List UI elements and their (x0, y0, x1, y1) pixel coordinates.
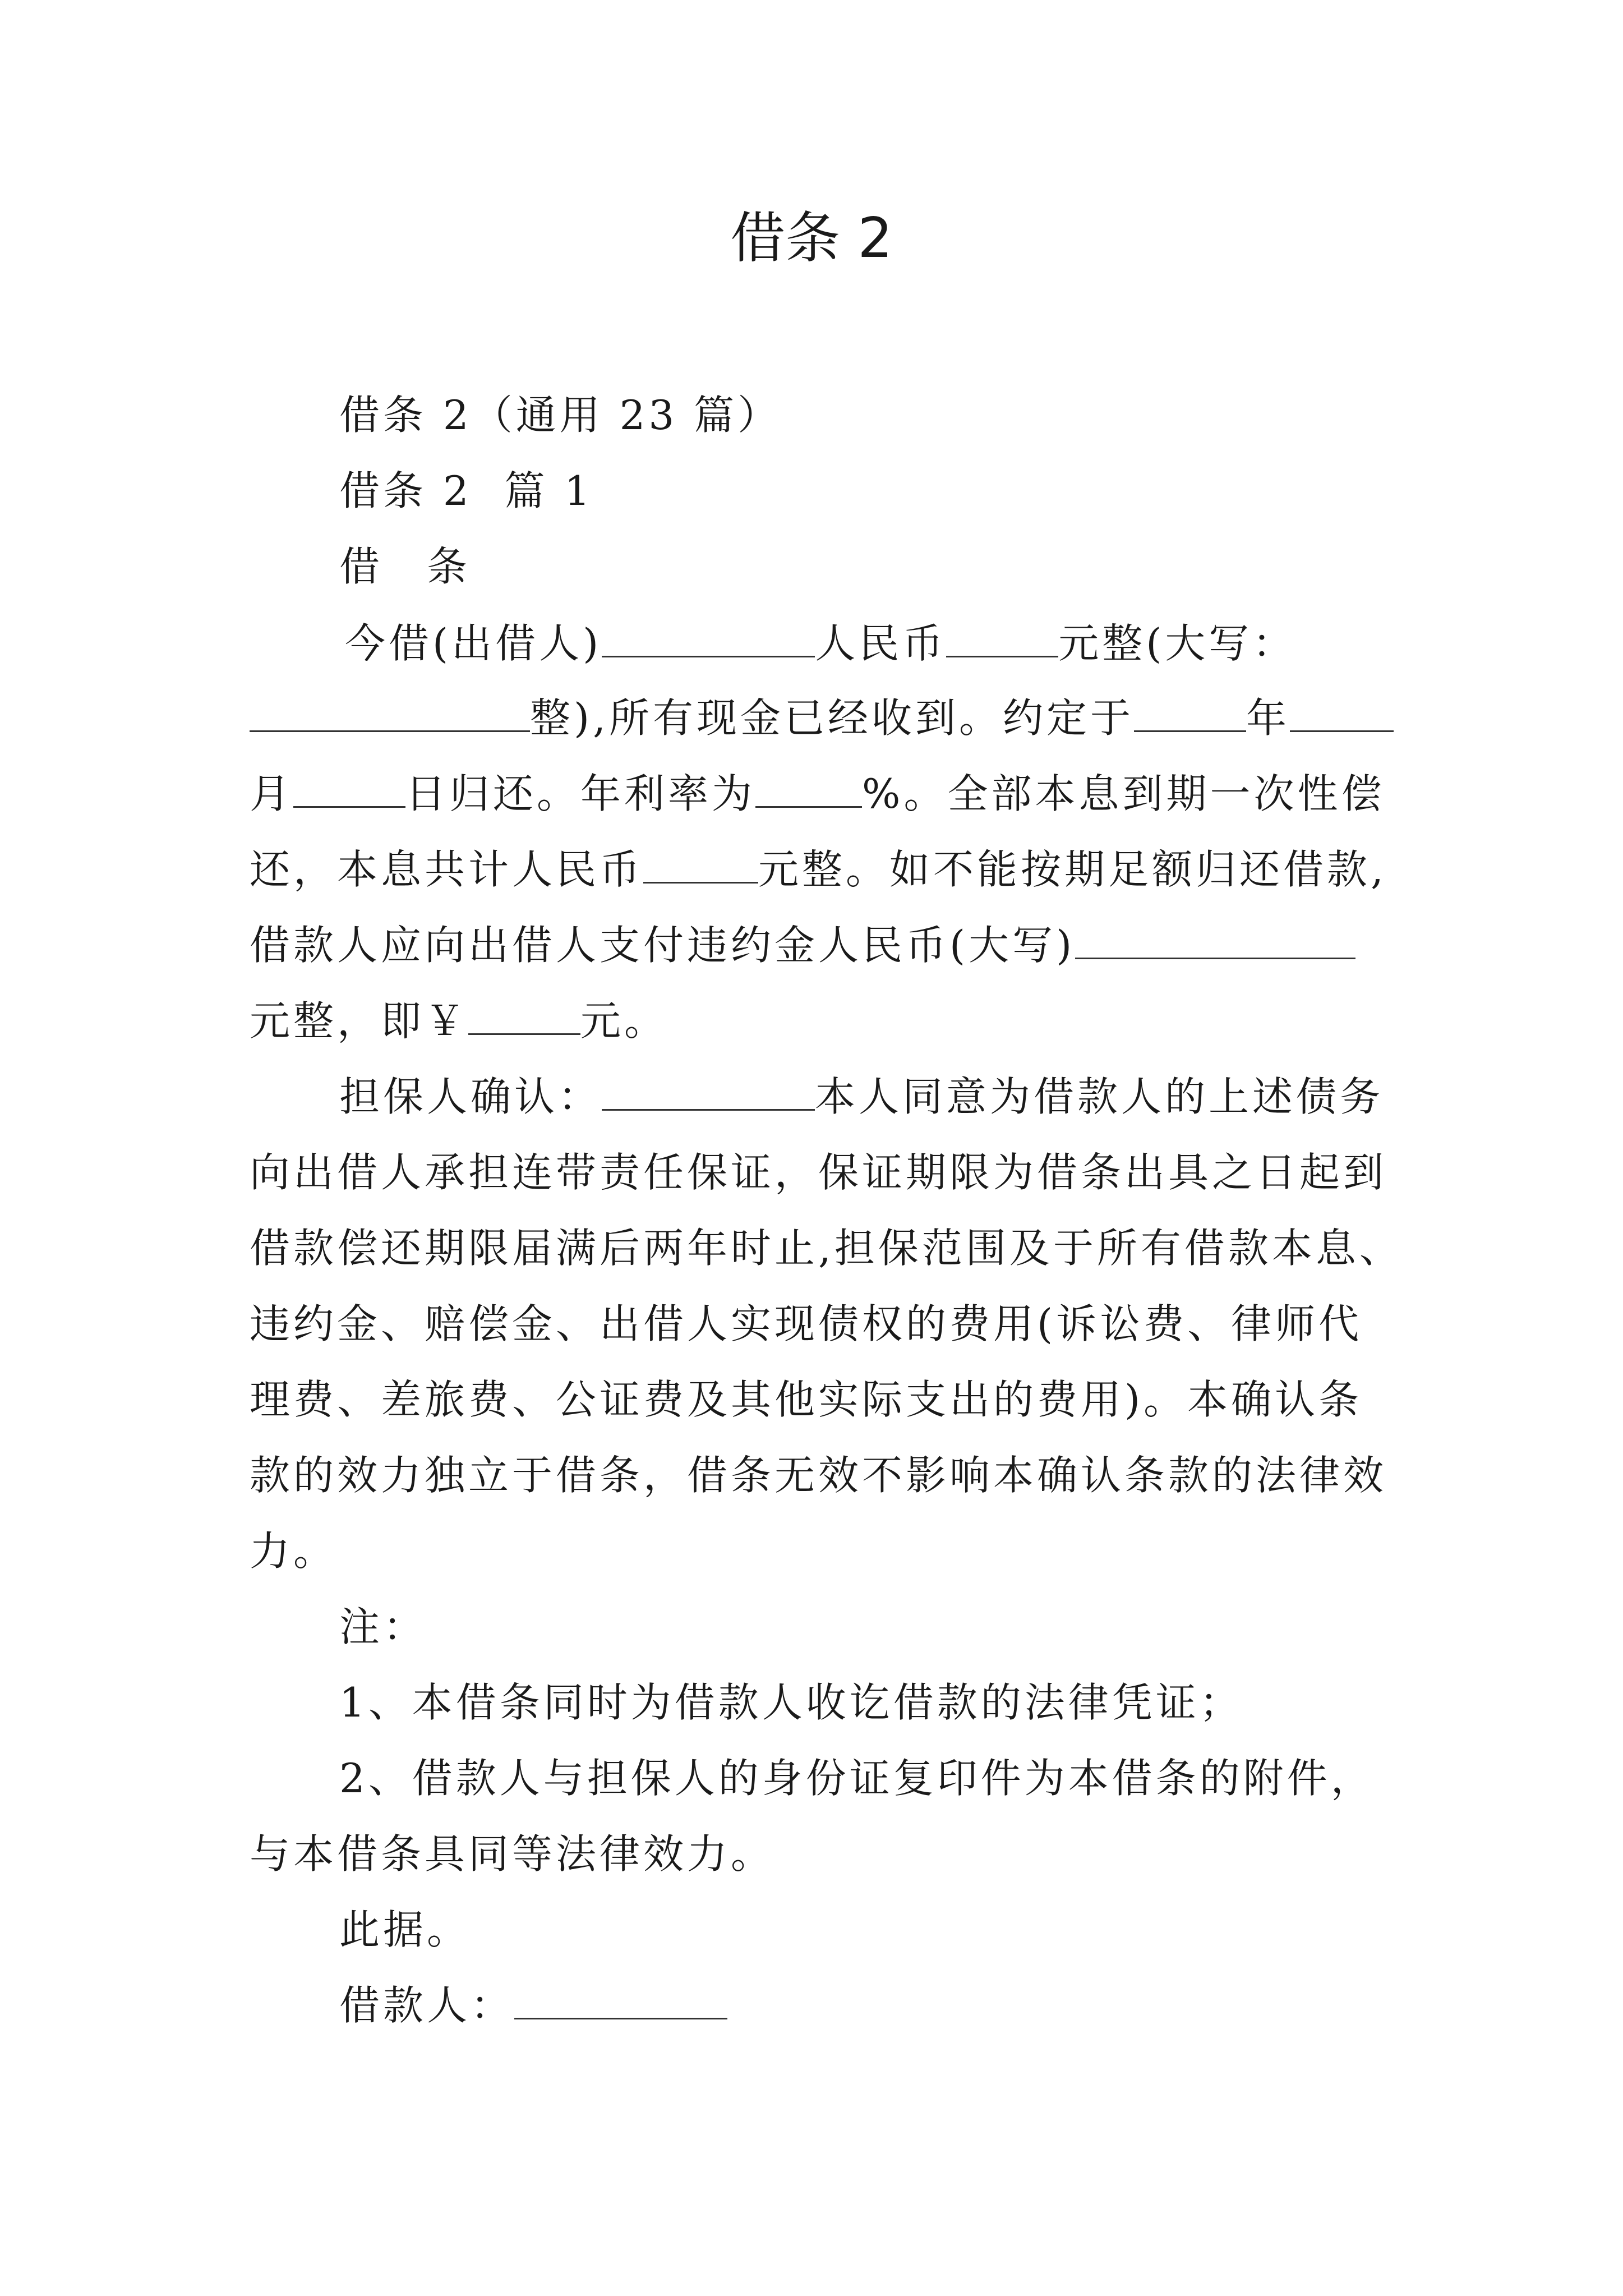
blank-penalty-capital (1075, 921, 1355, 959)
note-item-2: 2、借款人与担保人的身份证复印件为本借条的附件， (339, 1755, 1375, 1802)
text-segment: %。全部本息到期一次性偿 (862, 770, 1385, 817)
note-item-1: 1、本借条同时为借款人收讫借款的法律凭证； (339, 1679, 1243, 1726)
blank-guarantor (602, 1072, 815, 1111)
closing-text: 此据。 (339, 1906, 471, 1953)
note-item-2-continued: 与本借条具同等法律效力。 (250, 1830, 775, 1878)
blank-penalty-amount (468, 996, 580, 1035)
body-line-5 (250, 917, 1355, 973)
text-segment: 元。 (580, 997, 668, 1045)
text-segment: 整),所有现金已经收到。约定于 (530, 694, 1134, 742)
body-line-1 (345, 615, 1296, 671)
blank-amount-capital (250, 693, 530, 732)
text-segment: 元整，即￥ (250, 997, 469, 1045)
guarantor-line-1 (339, 1069, 1384, 1125)
guarantor-line-7: 力。 (250, 1527, 338, 1575)
text-segment: 担保人确认： (339, 1073, 602, 1120)
notes-label: 注： (339, 1603, 427, 1650)
text-segment: 月 (250, 770, 294, 817)
blank-month (1290, 693, 1394, 732)
blank-borrower-signature (514, 1981, 727, 2019)
guarantor-line-5: 理费、差旅费、公证费及其他实际支出的费用)。本确认条 (250, 1376, 1363, 1423)
subtitle-line: 借条 2（通用 23 篇） (339, 392, 782, 439)
body-line-3 (250, 766, 1385, 822)
text-segment: 元整。如不能按期足额归还借款, (758, 846, 1387, 893)
text-segment: 还，本息共计人民币 (250, 846, 644, 893)
body-line-2 (250, 690, 1394, 746)
guarantor-line-3: 借款偿还期限届满后两年时止,担保范围及于所有借款本息、 (250, 1225, 1403, 1272)
text-segment: 人民币 (815, 620, 947, 667)
body-line-4 (250, 841, 1387, 898)
blank-total (643, 845, 758, 884)
guarantor-line-4: 违约金、赔偿金、出借人实现债权的费用(诉讼费、律师代 (250, 1300, 1363, 1347)
blank-year (1134, 693, 1246, 732)
borrower-label: 借款人： (339, 1982, 515, 2029)
blank-day (293, 769, 405, 808)
body-line-6 (250, 993, 668, 1049)
blank-lender (602, 619, 815, 657)
text-segment: 元整(大写： (1058, 620, 1297, 667)
text-segment: 日归还。年利率为 (405, 770, 756, 817)
text-segment: 年 (1246, 694, 1290, 742)
text-segment: 本人同意为借款人的上述债务 (815, 1073, 1384, 1120)
note-heading: 借 条 (339, 543, 471, 590)
guarantor-line-2: 向出借人承担连带责任保证，保证期限为借条出具之日起到 (250, 1149, 1387, 1196)
guarantor-line-6: 款的效力独立于借条，借条无效不影响本确认条款的法律效 (250, 1452, 1387, 1499)
text-segment: 今借(出借人) (345, 620, 602, 667)
document-title: 借条 2 (730, 206, 893, 270)
section-heading: 借条 2 篇 1 (339, 467, 594, 514)
blank-amount (946, 619, 1058, 657)
text-segment: 借款人应向出借人支付违约金人民币(大写) (250, 922, 1076, 969)
blank-rate (755, 769, 862, 808)
borrower-signature-line (339, 1977, 727, 2033)
